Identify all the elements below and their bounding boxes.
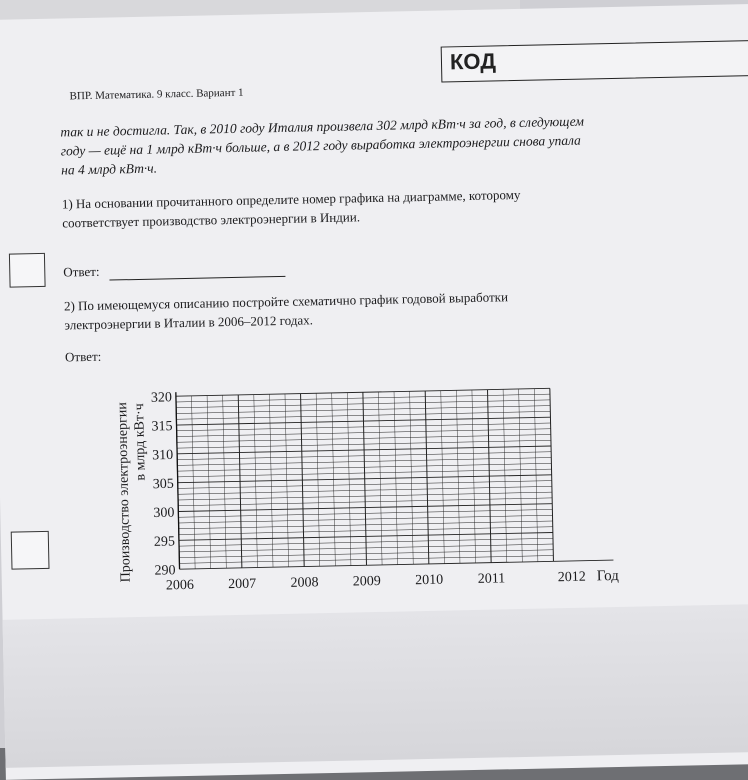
task1-line-1: 1) На основании прочитанного определите номер графика на диаграмме, которому [61, 186, 521, 212]
score-box-task1[interactable] [9, 253, 46, 288]
y-tick-label: 320 [150, 390, 173, 406]
y-axis-label-line2: в млрд кВт·ч [132, 403, 149, 481]
y-tick-label: 300 [153, 505, 175, 522]
x-tick-label: 2012 [557, 569, 586, 586]
x-tick-label: 2006 [165, 577, 195, 594]
task1-line-2: соответствует производство электроэнергии в Индии. [62, 209, 361, 231]
worksheet [0, 4, 748, 780]
y-tick-label: 295 [153, 534, 176, 550]
page-lower-area [3, 604, 748, 768]
task1-answer-field[interactable] [109, 276, 285, 281]
x-axis-line [180, 560, 614, 569]
y-axis-line [176, 392, 180, 569]
intro-line-3: на 4 млрд кВт·ч. [61, 160, 158, 178]
task2-line-1: 2) По имеющемуся описанию постройте схематично график годовой выработки [63, 289, 509, 314]
y-tick-label: 310 [152, 447, 174, 464]
y-tick-label: 305 [152, 476, 174, 493]
y-tick-label: 315 [151, 419, 173, 435]
y-axis-label-line1: Производство электроэнергии [115, 402, 134, 583]
task2-line-2: электроэнергии в Италии в 2006–2012 годах. [64, 312, 314, 333]
intro-line-1: так и не достигла. Так, в 2010 году Италия произвела 302 млрд кВт·ч за год, в следующем [60, 113, 585, 140]
x-tick-label: 2011 [477, 571, 506, 587]
y-tick-label: 290 [154, 563, 176, 579]
x-axis-label: Год [596, 567, 620, 585]
x-tick-label: 2008 [290, 575, 319, 591]
x-tick-label: 2007 [228, 576, 257, 593]
code-box [441, 39, 748, 82]
header-meta: ВПР. Математика. 9 класс. Вариант 1 [69, 86, 244, 103]
answer-chart[interactable] [97, 357, 642, 608]
x-tick-label: 2009 [352, 573, 382, 590]
code-label: КОД [449, 48, 497, 75]
x-tick-label: 2010 [415, 572, 444, 589]
task1-answer-label: Ответ: [63, 263, 100, 280]
intro-line-2: году — ещё на 1 млрд кВт·ч больше, а в 2012 году выработка электроэнергии снова упала [60, 132, 581, 159]
score-box-task2[interactable] [11, 531, 50, 570]
task2-answer-label: Ответ: [64, 348, 102, 365]
